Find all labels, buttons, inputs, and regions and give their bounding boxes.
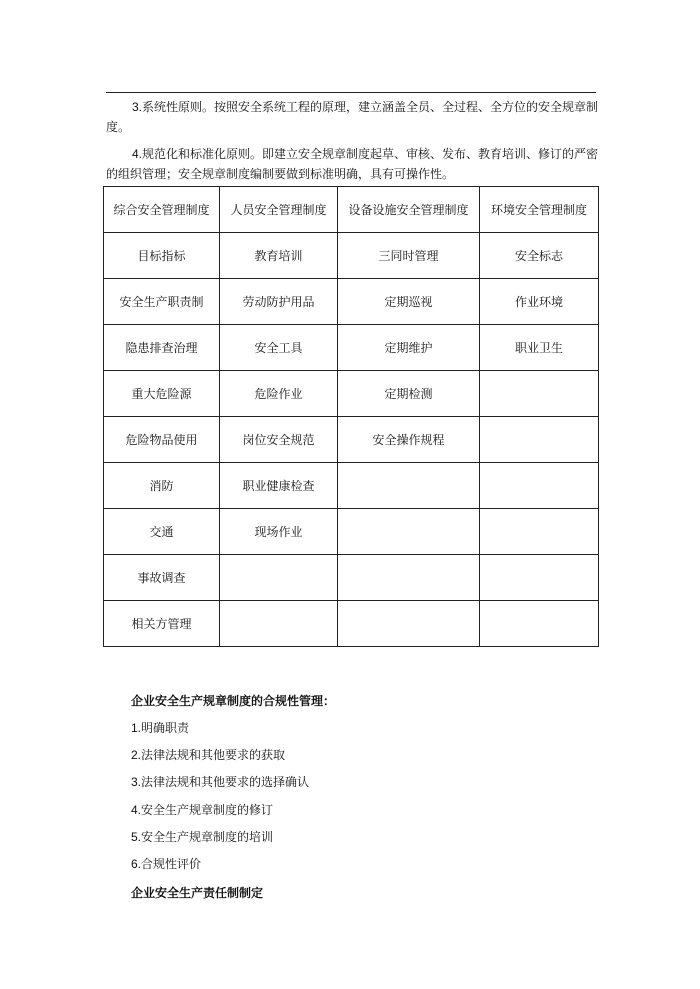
table-row bbox=[104, 371, 599, 417]
table-row bbox=[104, 601, 599, 647]
list-item-text: 法律法规和其他要求的选择确认 bbox=[141, 775, 310, 790]
compliance-list bbox=[131, 720, 309, 883]
table-cell: 安全生产职责制 bbox=[104, 279, 220, 325]
table-row bbox=[104, 279, 599, 325]
table-cell bbox=[338, 509, 480, 555]
table-cell: 安全工具 bbox=[220, 325, 338, 371]
table-cell: 岗位安全规范 bbox=[220, 417, 338, 463]
table-cell: 三同时管理 bbox=[338, 233, 480, 279]
table-cell: 职业卫生 bbox=[480, 325, 599, 371]
table-cell bbox=[480, 509, 599, 555]
table-cell: 劳动防护用品 bbox=[220, 279, 338, 325]
table-cell: 目标指标 bbox=[104, 233, 220, 279]
table-cell: 危险物品使用 bbox=[104, 417, 220, 463]
list-item bbox=[131, 829, 309, 856]
list-item-number: 6. bbox=[131, 856, 142, 871]
list-item-number: 2. bbox=[131, 748, 142, 763]
principle-number: 4. bbox=[132, 147, 143, 161]
table-cell: 事故调查 bbox=[104, 555, 220, 601]
table-cell bbox=[480, 463, 599, 509]
table-cell: 消防 bbox=[104, 463, 220, 509]
list-item bbox=[131, 720, 309, 747]
table-cell: 相关方管理 bbox=[104, 601, 220, 647]
list-item-text: 安全生产规章制度的培训 bbox=[141, 829, 274, 844]
table-cell: 作业环境 bbox=[480, 279, 599, 325]
table-row bbox=[104, 417, 599, 463]
table-row bbox=[104, 555, 599, 601]
responsibility-heading: 企业安全生产责任制制定 bbox=[131, 886, 264, 900]
compliance-heading: 企业安全生产规章制度的合规性管理： bbox=[131, 694, 336, 708]
list-item bbox=[131, 774, 309, 801]
column-header: 综合安全管理制度 bbox=[104, 187, 220, 233]
principle-number: 3. bbox=[132, 100, 143, 114]
list-item bbox=[131, 856, 309, 883]
table-cell bbox=[338, 601, 480, 647]
table-cell: 安全标志 bbox=[480, 233, 599, 279]
principle-paragraph bbox=[106, 144, 600, 184]
principle-paragraph bbox=[106, 97, 600, 137]
table-cell: 定期巡视 bbox=[338, 279, 480, 325]
top-rule bbox=[106, 92, 596, 93]
column-header: 设备设施安全管理制度 bbox=[338, 187, 480, 233]
list-item-number: 1. bbox=[131, 721, 142, 735]
table-cell: 定期检测 bbox=[338, 371, 480, 417]
list-item-text: 法律法规和其他要求的获取 bbox=[141, 748, 286, 763]
table-cell: 重大危险源 bbox=[104, 371, 220, 417]
table-cell bbox=[480, 555, 599, 601]
list-item-number: 5. bbox=[131, 829, 142, 844]
list-item bbox=[131, 802, 309, 829]
table-row bbox=[104, 463, 599, 509]
principle-text: 规范化和标准化原则。即建立安全规章制度起草、审核、发布、教育培训、修订的严密的组织管理；安全规章制度编制要做到标准明确，具有可操作性。 bbox=[106, 147, 599, 181]
table-row bbox=[104, 233, 599, 279]
table-cell bbox=[338, 463, 480, 509]
table-header-row bbox=[104, 187, 599, 233]
table-cell: 教育培训 bbox=[220, 233, 338, 279]
table-cell bbox=[338, 555, 480, 601]
table-cell: 危险作业 bbox=[220, 371, 338, 417]
list-item-text: 明确职责 bbox=[141, 721, 190, 735]
column-header: 环境安全管理制度 bbox=[480, 187, 599, 233]
table-cell: 现场作业 bbox=[220, 509, 338, 555]
list-item-text: 合规性评价 bbox=[141, 856, 202, 871]
list-item bbox=[131, 747, 309, 774]
table-cell: 定期维护 bbox=[338, 325, 480, 371]
table-cell bbox=[480, 417, 599, 463]
table-cell: 职业健康检查 bbox=[220, 463, 338, 509]
list-item-number: 3. bbox=[131, 775, 142, 790]
table-cell: 安全操作规程 bbox=[338, 417, 480, 463]
principle-text: 系统性原则。按照安全系统工程的原理，建立涵盖全员、全过程、全方位的安全规章制度。 bbox=[106, 100, 599, 134]
column-header: 人员安全管理制度 bbox=[220, 187, 338, 233]
safety-rules-table bbox=[103, 186, 599, 647]
table-cell bbox=[480, 601, 599, 647]
table-cell: 交通 bbox=[104, 509, 220, 555]
table-cell bbox=[480, 371, 599, 417]
table-cell bbox=[220, 555, 338, 601]
table-row bbox=[104, 325, 599, 371]
table-cell: 隐患排查治理 bbox=[104, 325, 220, 371]
list-item-text: 安全生产规章制度的修订 bbox=[141, 802, 274, 817]
table-cell bbox=[220, 601, 338, 647]
table-row bbox=[104, 509, 599, 555]
list-item-number: 4. bbox=[131, 802, 142, 817]
